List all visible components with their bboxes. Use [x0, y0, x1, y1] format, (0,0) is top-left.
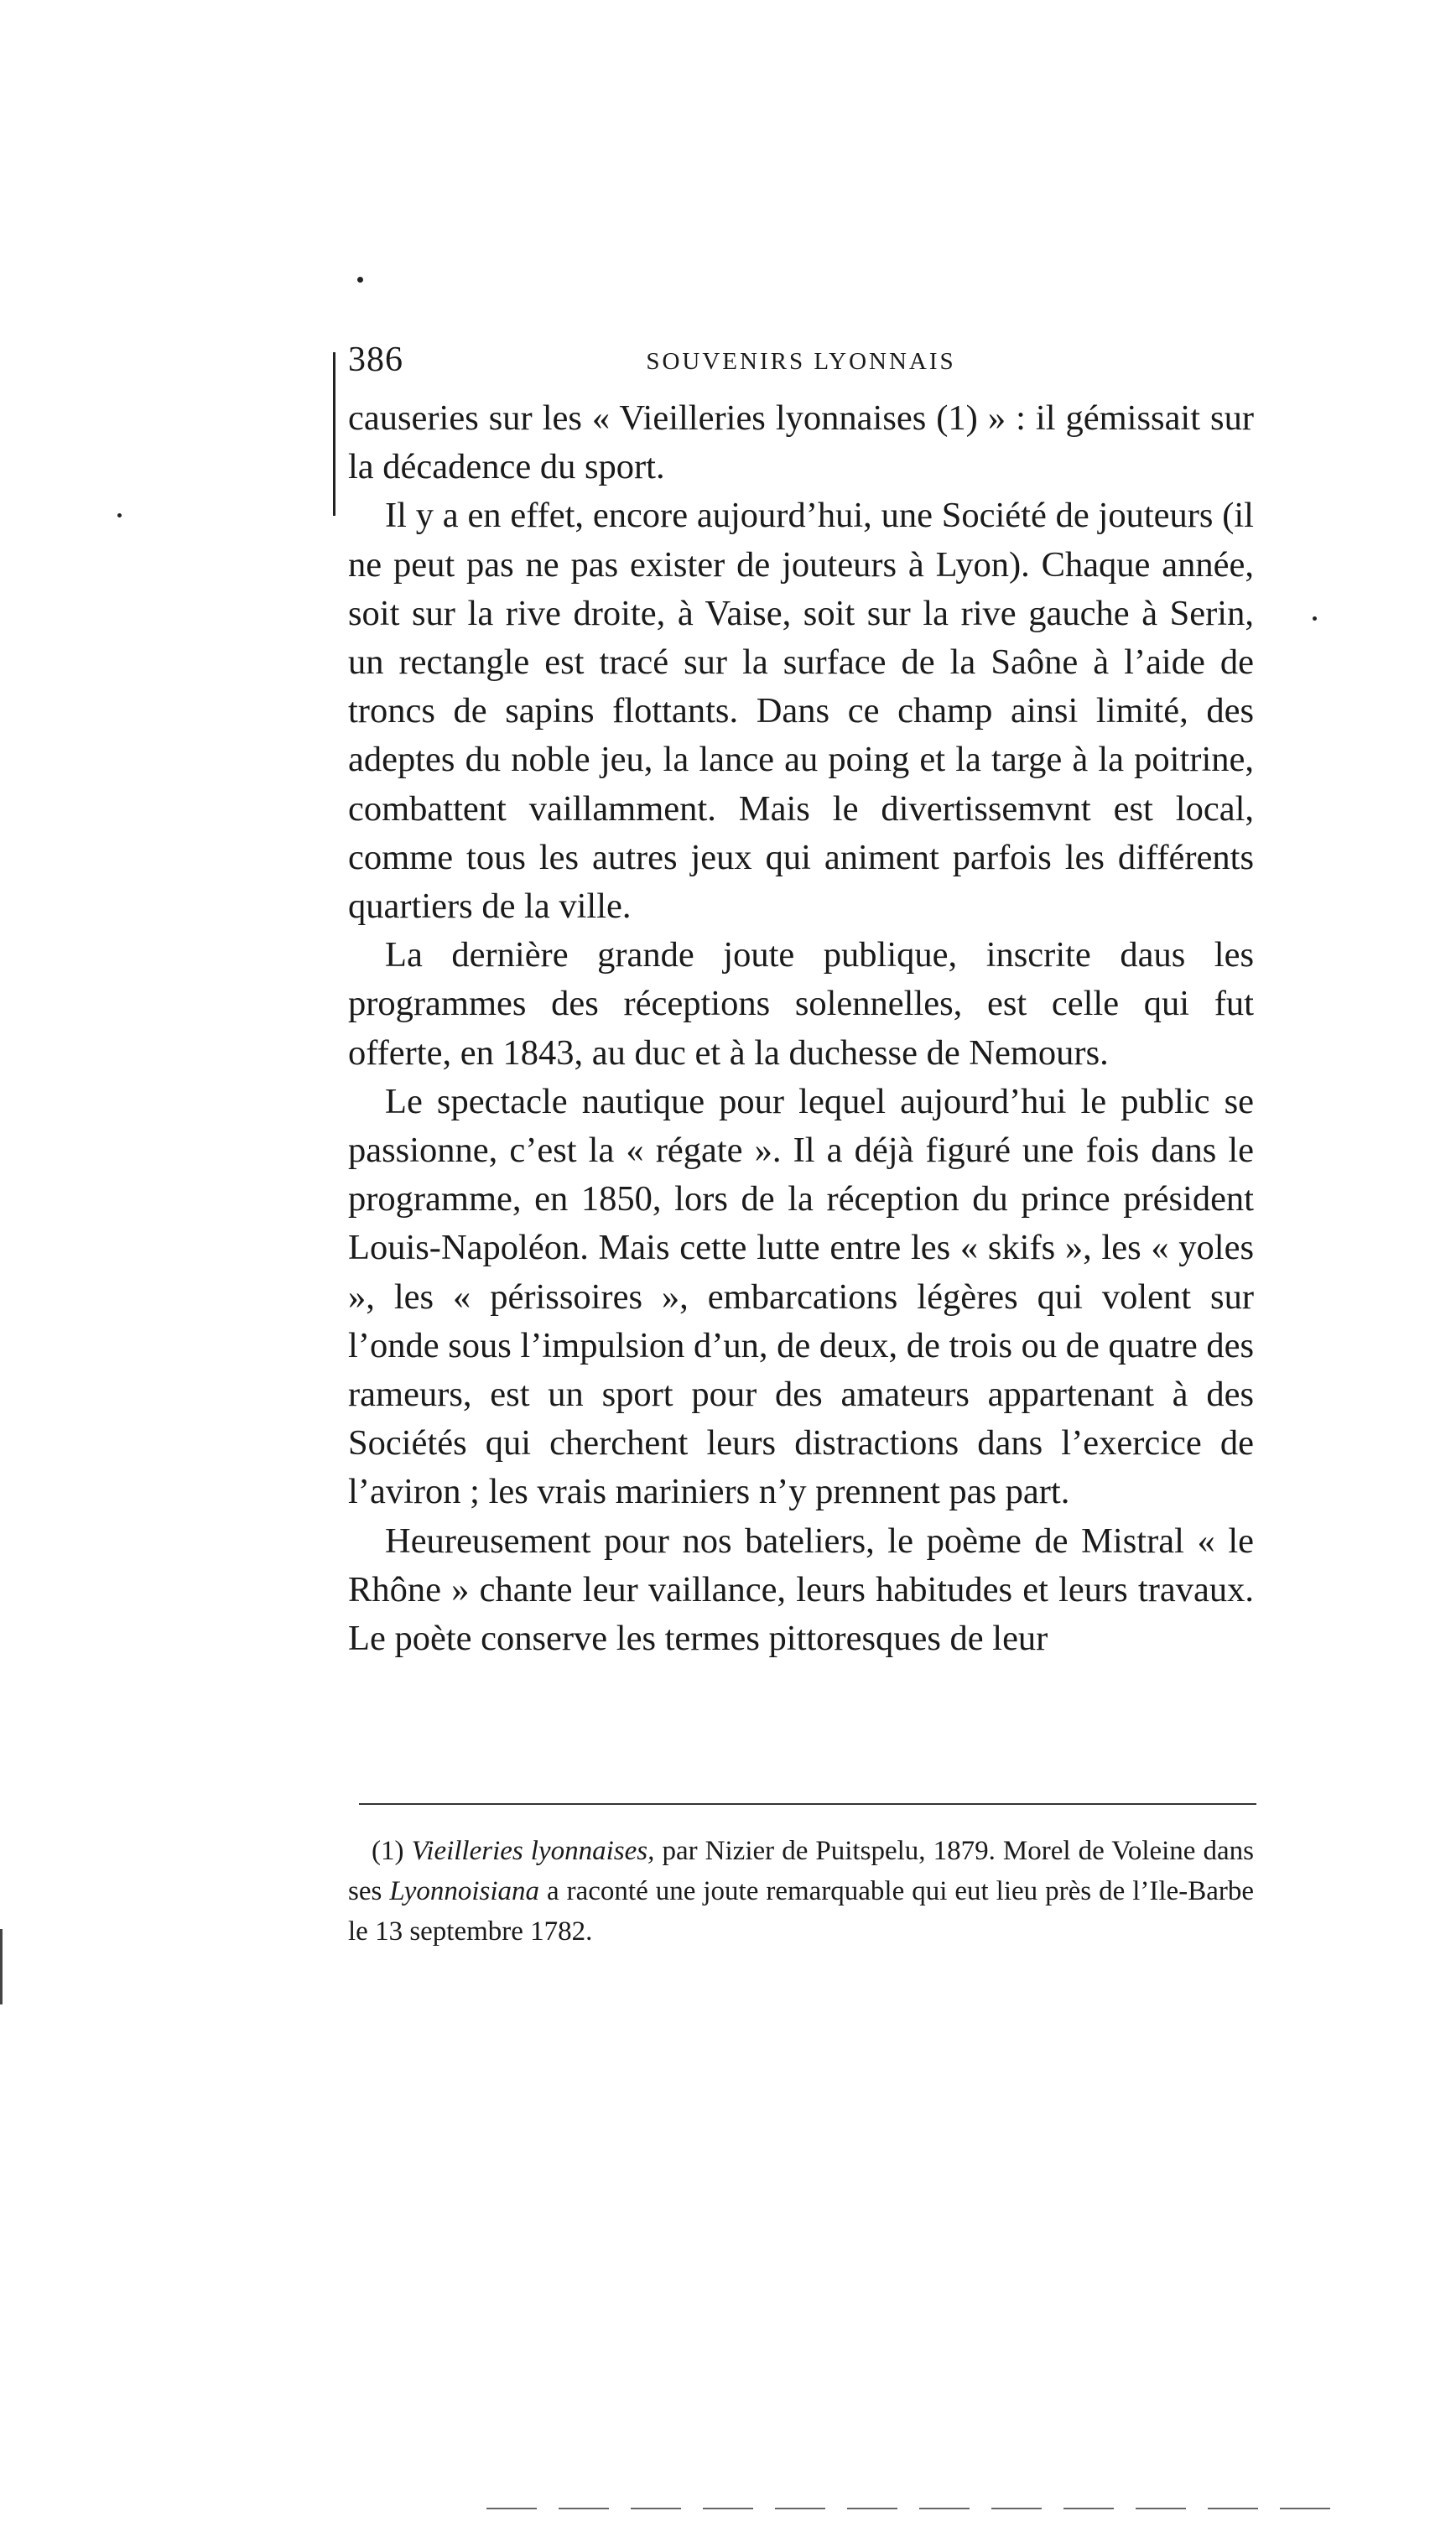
scan-dash	[1136, 2508, 1186, 2509]
scan-dash	[775, 2508, 825, 2509]
scan-dash	[486, 2508, 537, 2509]
running-header	[348, 340, 1254, 390]
margin-ink-line	[333, 352, 335, 516]
footnote-title-2: Lyonnoisiana	[389, 1876, 540, 1906]
scan-speck	[357, 277, 363, 283]
footnote-text-2: a raconté une joute remarquable qui eut lieu près de l’Ile-Barbe le 13 septembre 1782.	[348, 1876, 1254, 1947]
bottom-scan-dashes	[486, 2508, 1392, 2511]
body-text	[348, 394, 1254, 1663]
page-number: 386	[348, 341, 403, 379]
scan-dash	[631, 2508, 681, 2509]
footnote-1	[348, 1831, 1254, 1952]
paragraph: Le spectacle nautique pour lequel aujourd’hui le public se passionne, c’est la « régate ». Il a déjà figuré une fois dans le programme, en 1850, lors de la réception du prince président Louis-Napoléon. Mais cette lutte entre les « skifs », les « yoles », les « périssoires », embarcations légères qui volent sur l’onde sous l’impulsion d’un, de deux, de trois ou de quatre des rameurs, est un sport pour des amateurs appartenant à des Sociétés qui cherchent leurs distractions dans l’exercice de l’aviron ; les vrais mariniers n’y prennent pas part.	[348, 1081, 1255, 1512]
footnote-text: par Nizier de Puitspelu, 1879. Morel de Voleine dans ses	[348, 1836, 1255, 1906]
paragraph: Il y a en effet, encore aujourd’hui, une Société de jouteurs (il ne peut pas ne pas exister de jouteurs à Lyon). Chaque année, soit sur la rive droite, à Vaise, soit sur la rive gauche à Serin, un rectangle est tracé sur la surface de la Saône à l’aide de troncs de sapins flottants. Dans ce champ ainsi limité, des adeptes du noble jeu, la lance au poing et la targe à la poitrine, combattent vaillamment. Mais le divertissemvnt est local, comme tous les autres jeux qui animent parfois les différents quartiers de la ville.	[348, 496, 1254, 927]
footnote-marker: (1)	[372, 1836, 404, 1866]
scan-dash	[991, 2508, 1042, 2509]
footnote-title: Vieilleries lyonnaises,	[411, 1836, 655, 1866]
scan-dash	[703, 2508, 753, 2509]
scan-dash	[919, 2508, 970, 2509]
scan-dash	[1063, 2508, 1114, 2509]
footnote-rule	[359, 1803, 1256, 1805]
scan-speck	[117, 513, 122, 517]
scan-dash	[1280, 2508, 1330, 2509]
paragraph: Heureusement pour nos bateliers, le poème de Mistral « le Rhône » chante leur vaillance, leurs habitudes et leurs travaux. Le poète conserve les termes pittoresques de leur	[348, 1521, 1254, 1659]
running-title: SOUVENIRS LYONNAIS	[646, 348, 956, 375]
scan-speck	[1313, 616, 1317, 621]
scan-dash	[559, 2508, 609, 2509]
scan-dash	[1208, 2508, 1258, 2509]
footnotes	[348, 1831, 1254, 1952]
paragraph: causeries sur les « Vieilleries lyonnaises (1) » : il gémissait sur la décadence du sport.	[348, 398, 1254, 487]
edge-ink-line	[0, 1929, 3, 2004]
scan-dash	[847, 2508, 897, 2509]
paragraph: La dernière grande joute publique, inscrite daus les programmes des réceptions solennelles, est celle qui fut offerte, en 1843, au duc et à la duchesse de Nemours.	[348, 935, 1254, 1073]
